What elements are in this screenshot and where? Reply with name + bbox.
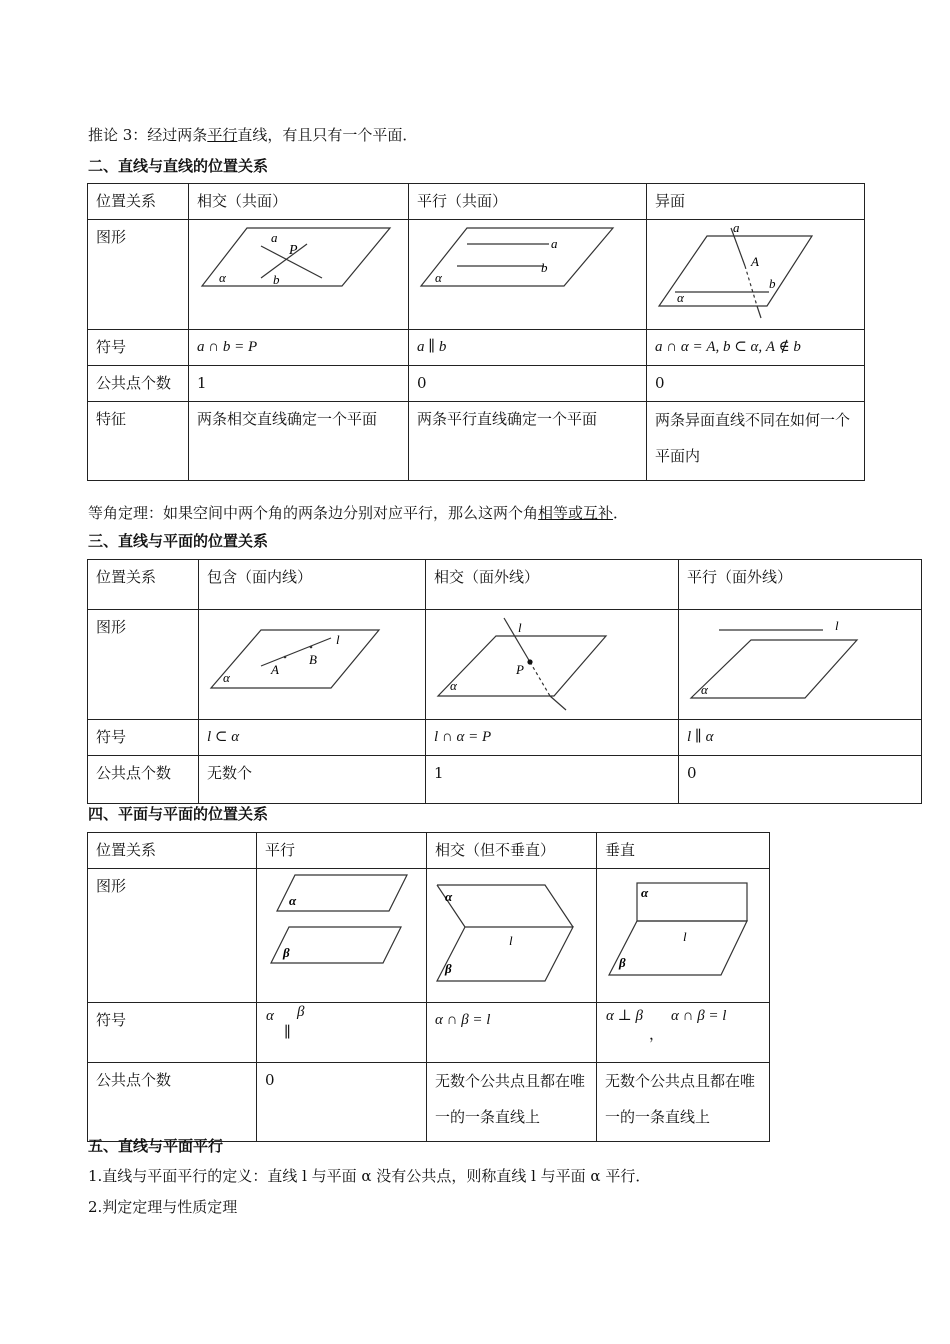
svg-text:α: α <box>435 270 442 285</box>
section-5-heading: 五、直线与平面平行 <box>88 1137 224 1155</box>
value-cell: 0 <box>257 1063 427 1142</box>
svg-text:a: a <box>551 236 558 251</box>
svg-text:α: α <box>219 270 226 285</box>
feature-cell: 两条平行直线确定一个平面 <box>409 402 647 481</box>
symbol-parallel-planes: α β ∥ <box>257 1003 427 1063</box>
underlined-term: 相等或互补 <box>538 504 614 522</box>
row-label: 公共点个数 <box>88 366 189 402</box>
svg-text:A: A <box>271 662 279 677</box>
header-cell: 相交（但不垂直） <box>427 833 597 869</box>
figure-intersecting-planes <box>427 869 597 1003</box>
plane-plane-table <box>87 832 770 1142</box>
corollary-3: 推论 3：经过两条平行直线，有且只有一个平面． <box>88 126 418 144</box>
parallel-definition: 1.直线与平面平行的定义：直线 l 与平面 α 没有公共点，则称直线 l 与平面 α 平行． <box>88 1167 651 1185</box>
value-cell: 0 <box>647 366 865 402</box>
feature-cell: 两条异面直线不同在如何一个平面内 <box>647 402 865 481</box>
svg-text:α: α <box>450 678 457 693</box>
header-cell: 包含（面内线） <box>199 560 426 610</box>
symbol-perpendicular-planes: α ⊥ β α ∩ β = l ， <box>597 1003 770 1063</box>
value-cell: 无数个 <box>199 756 426 804</box>
section-4-heading: 四、平面与平面的位置关系 <box>88 805 269 823</box>
svg-text:l: l <box>509 933 513 948</box>
header-cell: 位置关系 <box>88 560 199 610</box>
svg-text:β: β <box>619 955 626 970</box>
svg-text:l: l <box>835 618 839 633</box>
svg-text:α: α <box>445 889 453 904</box>
row-label: 公共点个数 <box>88 756 199 804</box>
row-label: 符号 <box>88 330 189 366</box>
svg-text:a: a <box>271 230 278 245</box>
figure-skew-lines <box>647 220 865 330</box>
header-cell: 相交（面外线） <box>426 560 679 610</box>
equal-angle-theorem: 等角定理：如果空间中两个角的两条边分别对应平行，那么这两个角相等或互补． <box>88 504 629 522</box>
svg-text:α: α <box>701 682 708 697</box>
svg-text:P: P <box>289 243 298 258</box>
row-label: 特征 <box>88 402 189 481</box>
header-cell: 位置关系 <box>88 184 189 220</box>
feature-cell: 两条相交直线确定一个平面 <box>189 402 409 481</box>
item-2: 2.判定定理与性质定理 <box>88 1198 238 1216</box>
svg-text:β: β <box>283 945 290 960</box>
figure-intersecting-lines <box>189 220 409 330</box>
symbol-cell: l ∩ α = P <box>426 720 679 756</box>
value-cell: 0 <box>409 366 647 402</box>
section-2-heading: 二、直线与直线的位置关系 <box>88 157 269 175</box>
header-cell: 平行（共面） <box>409 184 647 220</box>
svg-text:B: B <box>309 652 317 667</box>
symbol-cell: l ∥ α <box>679 720 922 756</box>
line-plane-table <box>87 559 922 804</box>
symbol-cell: l ⊂ α <box>199 720 426 756</box>
header-cell: 平行（面外线） <box>679 560 922 610</box>
svg-text:α: α <box>677 290 684 305</box>
value-cell: 无数个公共点且都在唯一的一条直线上 <box>427 1063 597 1142</box>
svg-text:l: l <box>683 929 687 944</box>
figure-line-parallel-plane <box>679 610 922 720</box>
value-cell: 1 <box>189 366 409 402</box>
underlined-term: 平行 <box>207 126 238 144</box>
svg-text:α: α <box>223 670 230 685</box>
header-cell: 相交（共面） <box>189 184 409 220</box>
figure-parallel-planes <box>257 869 427 1003</box>
svg-text:b: b <box>541 260 548 275</box>
svg-text:l: l <box>518 620 522 635</box>
figure-line-in-plane <box>199 610 426 720</box>
symbol-cell: a ∩ b = P <box>189 330 409 366</box>
figure-perpendicular-planes <box>597 869 770 1003</box>
header-cell: 位置关系 <box>88 833 257 869</box>
row-label: 图形 <box>88 220 189 330</box>
row-label: 符号 <box>88 1003 257 1063</box>
svg-text:a: a <box>733 220 740 235</box>
figure-parallel-lines <box>409 220 647 330</box>
symbol-cell: α ∩ β = l <box>427 1003 597 1063</box>
line-line-table <box>87 183 865 481</box>
header-cell: 异面 <box>647 184 865 220</box>
header-cell: 平行 <box>257 833 427 869</box>
svg-text:α: α <box>641 885 649 900</box>
svg-text:A: A <box>751 254 759 269</box>
header-cell: 垂直 <box>597 833 770 869</box>
row-label: 图形 <box>88 610 199 720</box>
svg-text:b: b <box>769 276 776 291</box>
symbol-cell: a ∥ b <box>409 330 647 366</box>
svg-text:b: b <box>273 272 280 287</box>
value-cell: 无数个公共点且都在唯一的一条直线上 <box>597 1063 770 1142</box>
svg-text:l: l <box>336 632 340 647</box>
figure-line-crossing-plane <box>426 610 679 720</box>
section-3-heading: 三、直线与平面的位置关系 <box>88 532 269 550</box>
row-label: 公共点个数 <box>88 1063 257 1142</box>
symbol-cell: a ∩ α = A, b ⊂ α, A ∉ b <box>647 330 865 366</box>
value-cell: 0 <box>679 756 922 804</box>
row-label: 符号 <box>88 720 199 756</box>
svg-text:β: β <box>445 961 452 976</box>
row-label: 图形 <box>88 869 257 1003</box>
value-cell: 1 <box>426 756 679 804</box>
svg-text:α: α <box>289 893 297 908</box>
svg-text:P: P <box>516 662 524 677</box>
